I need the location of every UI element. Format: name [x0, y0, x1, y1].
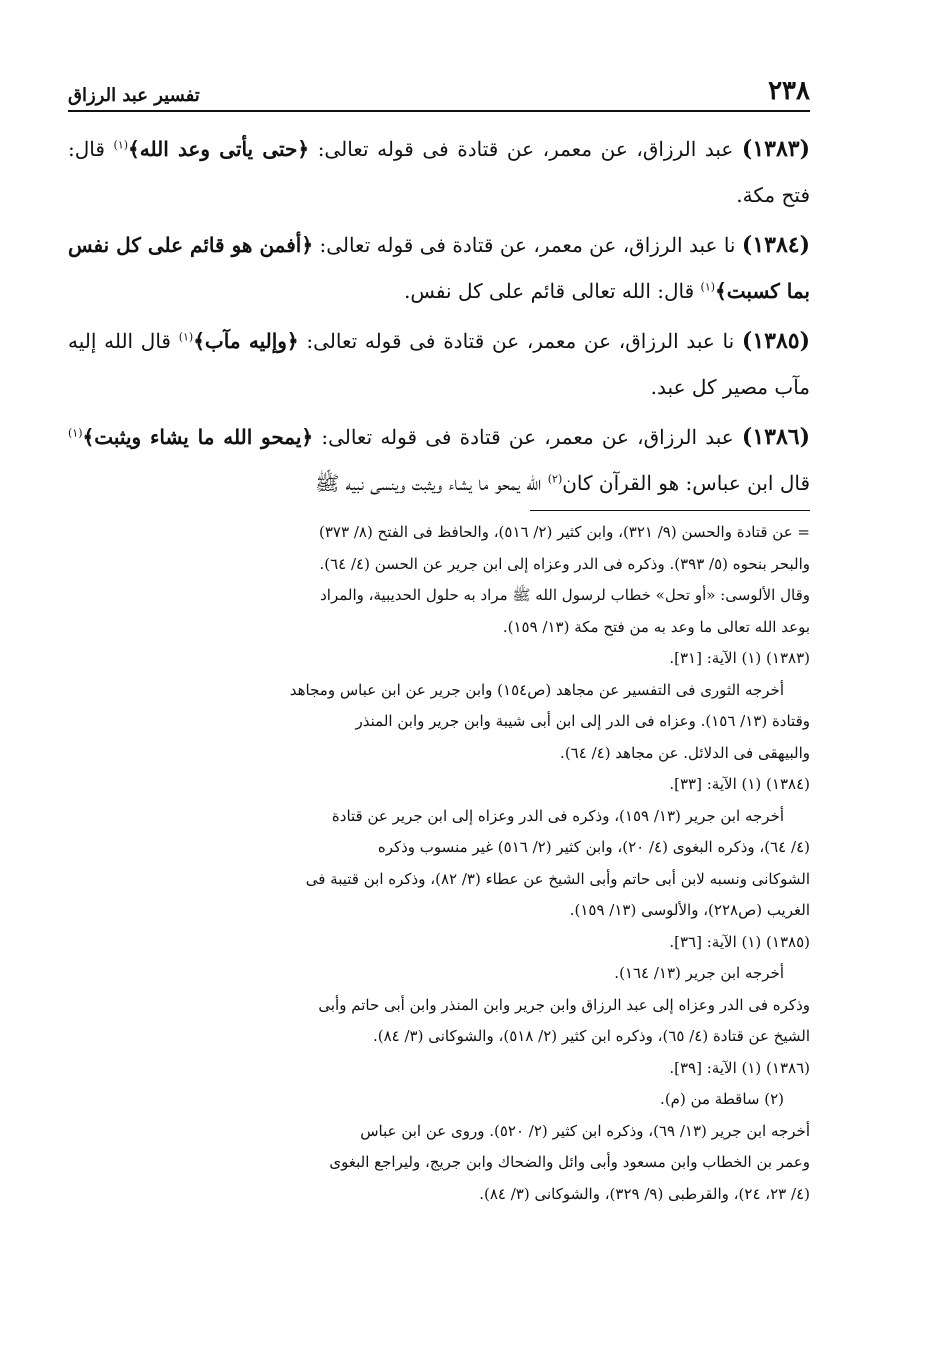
entry-text: الله يمحو ما يشاء ويثبت وينسى نبيه ﷺ — [315, 471, 548, 495]
footnote-line: الشوكانى ونسبه لابن أبى حاتم وأبى الشيخ عن عطاء (٣/ ٨٢)، وذكره ابن قتيبة فى — [305, 869, 810, 888]
quran-verse: ﴿وإليه مآب﴾ — [193, 329, 299, 353]
footnote-line: (٢) ساقطة من (م). — [660, 1090, 784, 1108]
footnote-line: الغريب (ص٢٢٨)، والألوسى (١٣/ ١٥٩). — [569, 901, 810, 919]
page-header — [68, 72, 810, 112]
footnote-line: (٤/ ٦٤)، وذكره البغوى (٤/ ٢٠)، وابن كثير (٢/ ٥١٦) غير منسوب وذكره — [377, 838, 810, 856]
footnote-line: الشيخ عن قتادة (٤/ ٦٥)، وذكره ابن كثير (٢/ ٥١٨)، والشوكانى (٣/ ٨٤). — [372, 1027, 810, 1045]
footnote-line: أخرجه الثورى فى التفسير عن مجاهد (ص١٥٤) وابن جرير عن ابن عباس ومجاهد — [289, 680, 784, 699]
entry-1383 — [68, 126, 810, 218]
entry-number: (١٣٨٤) — [741, 232, 810, 258]
page-number: ٢٣٨ — [768, 76, 810, 106]
entry-1385 — [68, 318, 810, 410]
page — [68, 72, 810, 1210]
footnote-line: والبيهقى فى الدلائل. عن مجاهد (٤/ ٦٤). — [560, 743, 810, 762]
entry-number: (١٣٨٥) — [741, 328, 810, 354]
footnote-line: أخرجه ابن جرير (١٣/ ١٦٤). — [614, 964, 784, 982]
footnote-line: وقتادة (١٣/ ١٥٦). وعزاه فى الدر إلى ابن أبى شيبة وابن جرير وابن المنذر — [355, 712, 810, 730]
main-text — [68, 126, 810, 506]
quran-verse: ﴿أفمن هو قائم على كل نفس بما كسبت﴾ — [68, 233, 810, 303]
footnote-line: والبحر بنحوه (٥/ ٣٩٣). وذكره فى الدر وعزاه إلى ابن جرير عن الحسن (٤/ ٦٤). — [319, 554, 810, 573]
entry-text: قال الله إليه مآب مصير كل عبد. — [68, 329, 810, 399]
footnote-ref: (١) — [700, 280, 716, 294]
entry-text: نا عبد الرزاق، عن معمر، عن قتادة فى قوله تعالى: — [313, 233, 742, 257]
footnote-ref: (١) — [68, 426, 83, 440]
entry-number: (١٣٨٣) — [741, 136, 811, 162]
footnote-divider — [530, 510, 810, 511]
footnote-ref: (٢) — [547, 472, 563, 486]
footnote-ref: (١) — [113, 138, 129, 152]
entry-text: قال: الله تعالى قائم على كل نفس. — [404, 279, 701, 303]
entry-text: عبد الرزاق، عن معمر، عن قتادة فى قوله تعالى: — [313, 425, 742, 449]
running-title: تفسير عبد الرزاق — [68, 85, 200, 106]
footnote-line: (١٣٨٤) (١) الآية: [٣٣]. — [669, 775, 810, 793]
footnote-line: (٤/ ٢٣، ٢٤)، والقرطبى (٩/ ٣٢٩)، والشوكانى (٣/ ٨٤). — [479, 1184, 810, 1203]
footnote-ref: (١) — [178, 330, 194, 344]
footnote-line: (١٣٨٣) (١) الآية: [٣١]. — [669, 649, 810, 667]
footnotes — [68, 517, 810, 1210]
entry-text: عبد الرزاق، عن معمر، عن قتادة فى قوله تعالى: — [309, 137, 742, 161]
footnote-line: بوعد الله تعالى ما وعد به من فتح مكة (١٣/ ١٥٩). — [502, 617, 810, 636]
entry-text: نا عبد الرزاق، عن معمر، عن قتادة فى قوله تعالى: — [298, 329, 742, 353]
footnote-line: أخرجه ابن جرير (١٣/ ١٥٩)، وذكره فى الدر وعزاه إلى ابن جرير عن قتادة — [331, 806, 784, 825]
footnote-line: أخرجه ابن جرير (١٣/ ٦٩)، وذكره ابن كثير (٢/ ٥٢٠). وروى عن ابن عباس — [360, 1121, 810, 1140]
footnote-line: وعمر بن الخطاب وابن مسعود وأبى وائل والضحاك وابن جريج، وليراجع البغوى — [329, 1153, 810, 1171]
entry-text: قال: فتح مكة. — [68, 137, 810, 207]
entry-number: (١٣٨٦) — [741, 424, 810, 450]
footnote-line: وذكره فى الدر وعزاه إلى عبد الرزاق وابن جرير وابن المنذر وابن أبى حاتم وأبى — [318, 995, 810, 1014]
entry-1386 — [68, 414, 810, 506]
footnote-line: (١٣٨٦) (١) الآية: [٣٩]. — [669, 1058, 810, 1077]
footnote-line: وقال الألوسى: «أو تحل» خطاب لرسول الله ﷺ مراد به حلول الحديبية، والمراد — [320, 586, 810, 604]
quran-verse: ﴿حتى يأتى وعد الله﴾ — [128, 137, 310, 161]
entry-1384 — [68, 222, 810, 314]
entry-text: قال ابن عباس: هو القرآن كان — [562, 471, 810, 495]
footnote-line: = عن قتادة والحسن (٩/ ٣٢١)، وابن كثير (٢/ ٥١٦)، والحافظ فى الفتح (٨/ ٣٧٣) — [319, 523, 810, 541]
footnote-line: (١٣٨٥) (١) الآية: [٣٦]. — [669, 932, 810, 951]
quran-verse: ﴿يمحو الله ما يشاء ويثبت﴾ — [82, 425, 314, 449]
